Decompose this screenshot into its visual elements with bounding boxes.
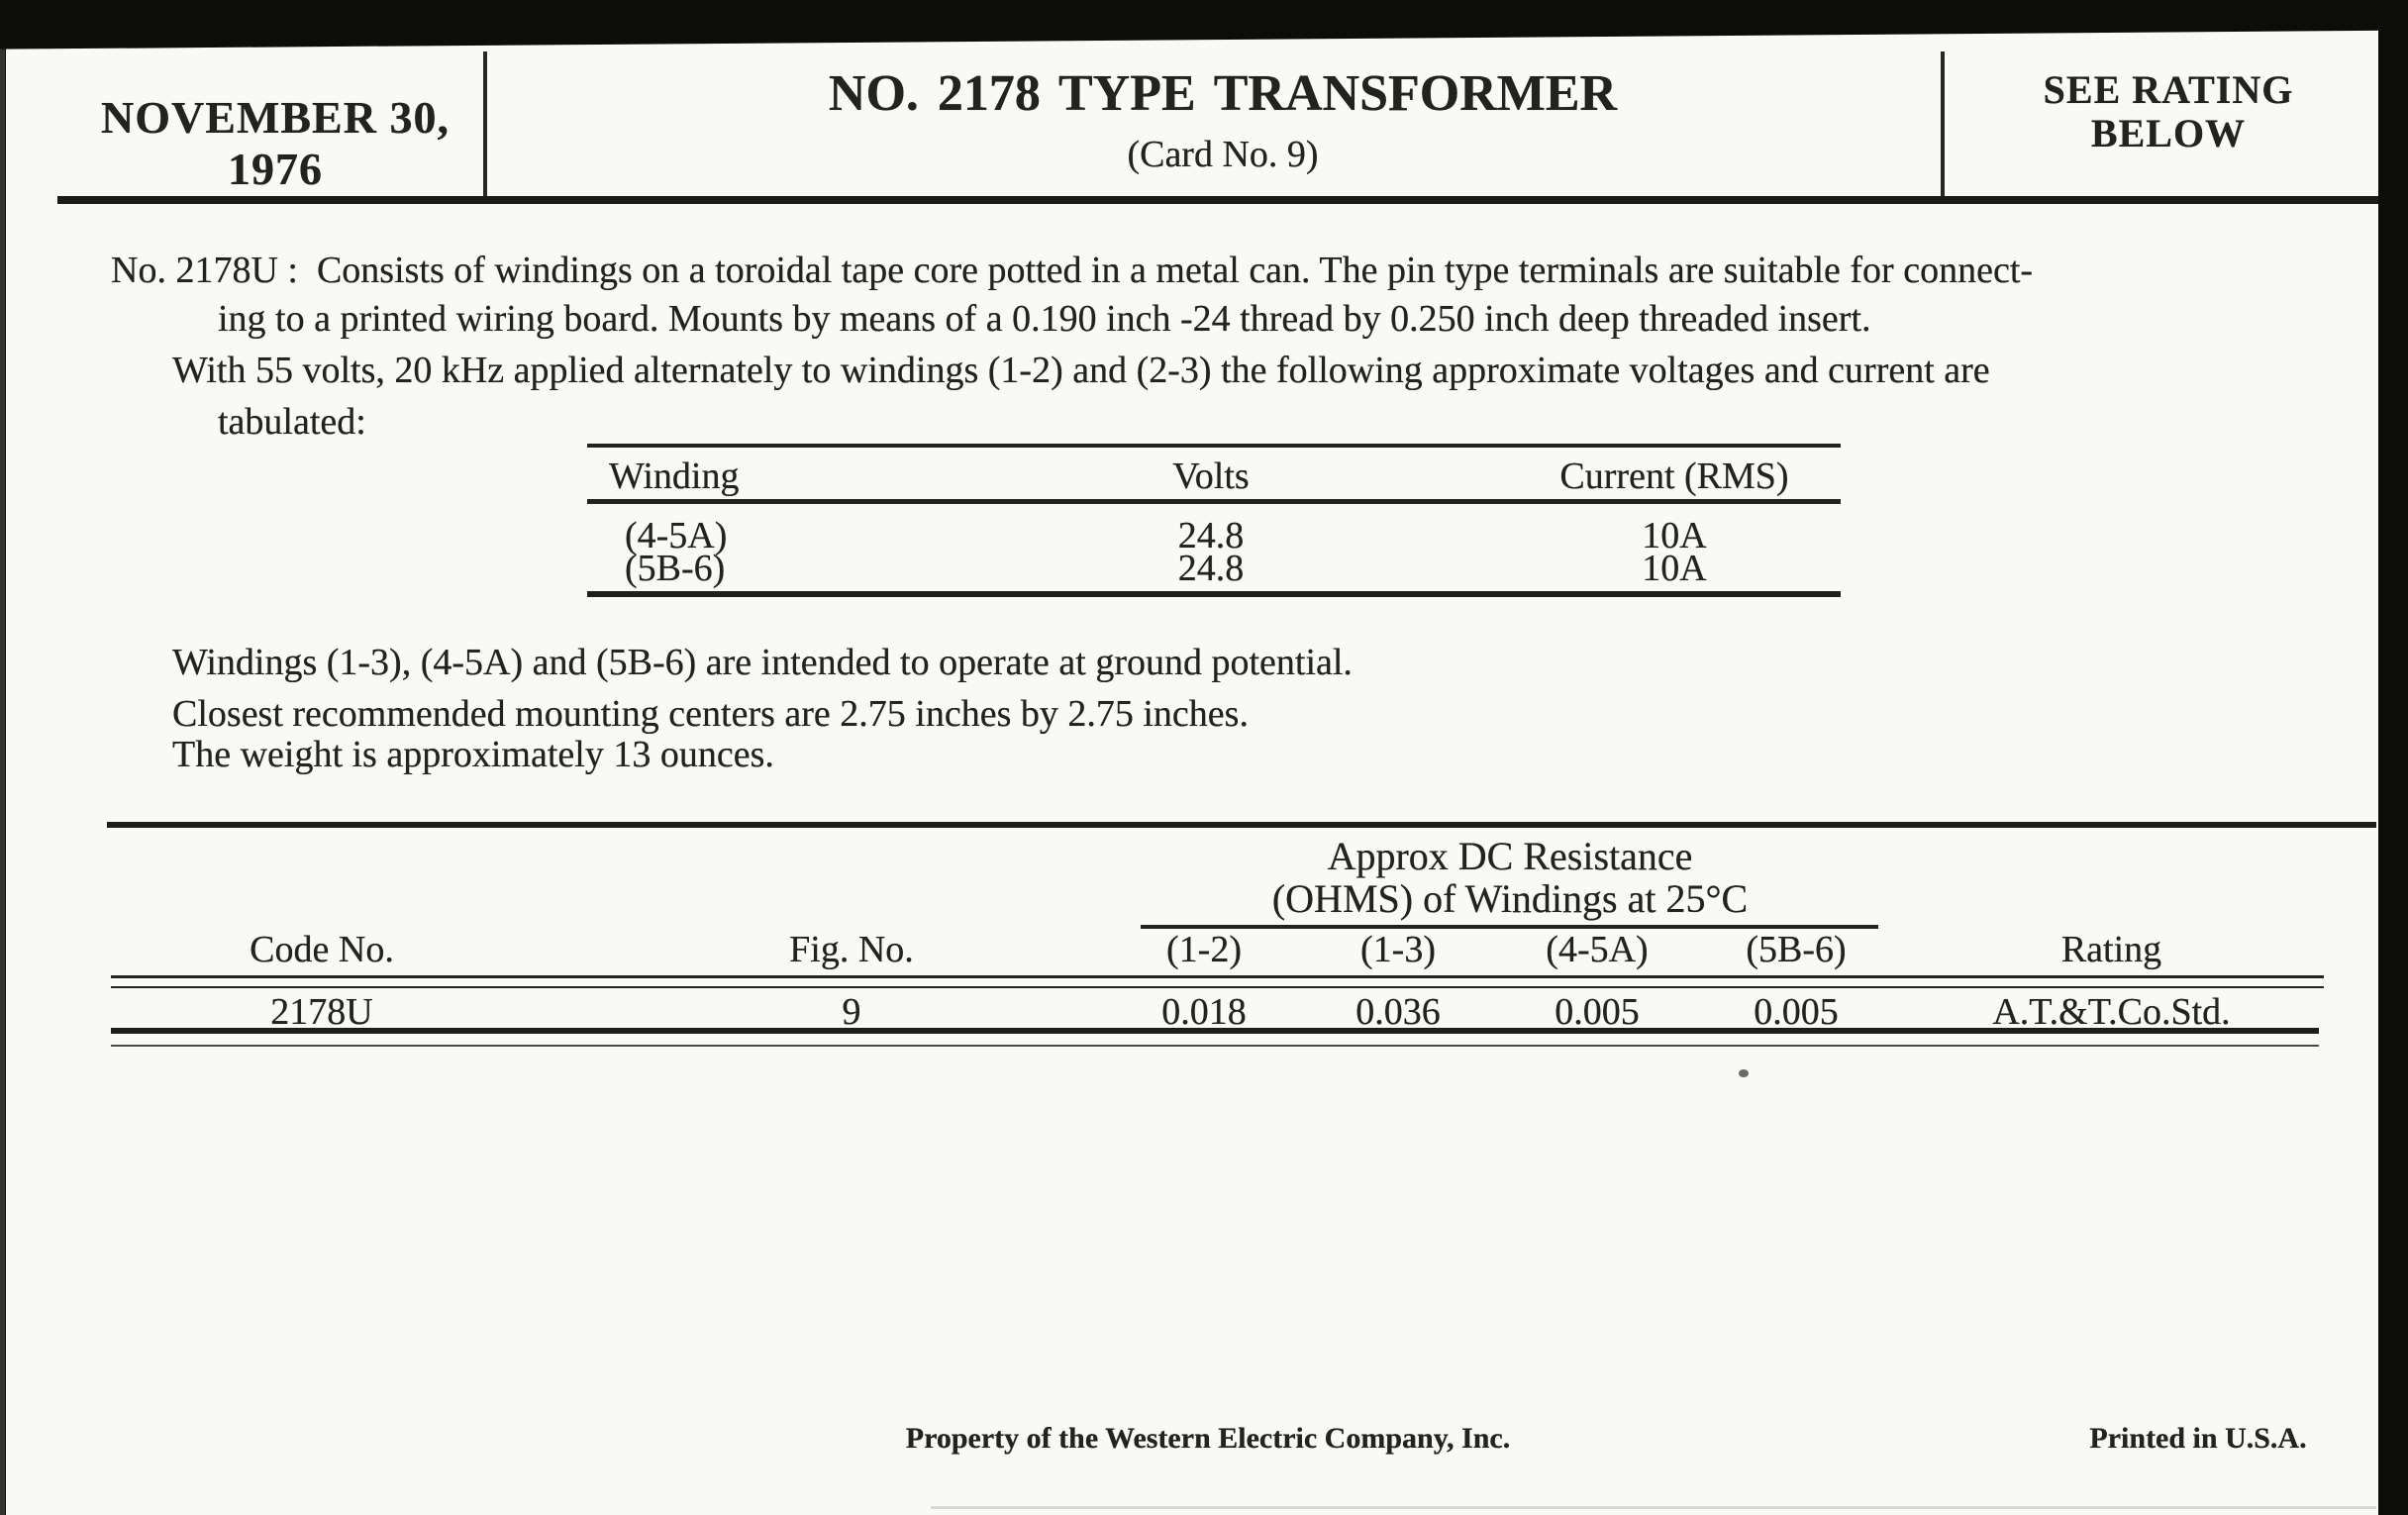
- resistance-group-header: Approx DC Resistance: [1327, 834, 1693, 878]
- rating-note-line1: SEE RATING: [2043, 67, 2294, 112]
- resistance-col-header: (5B-6): [1746, 929, 1847, 970]
- resistance-cell: 0.005: [1754, 991, 1839, 1033]
- resistance-header-rule: [111, 975, 2324, 988]
- footer-printed-in: Printed in U.S.A.: [2089, 1422, 2307, 1455]
- resistance-cell: 0.036: [1355, 991, 1441, 1033]
- voltage-col-header: Winding: [609, 455, 740, 497]
- resistance-cell: 0.005: [1555, 991, 1640, 1033]
- voltage-col-header: Current (RMS): [1559, 455, 1789, 497]
- scan-left-edge: [0, 42, 5, 1515]
- description-line: tabulated:: [218, 401, 366, 443]
- voltage-table-header-rule: [587, 499, 1841, 504]
- resistance-cell: 2178U: [270, 991, 373, 1033]
- voltage-cell: (4-5A): [625, 515, 728, 556]
- description-line: ing to a printed wiring board. Mounts by means of a 0.190 inch -24 thread by 0.250 inch deep threaded insert.: [218, 298, 1871, 340]
- voltage-table: [587, 444, 1841, 602]
- resistance-table-top-rule: [107, 822, 2376, 828]
- masthead-rule: [57, 196, 2378, 204]
- resistance-col-header: Code No.: [250, 929, 394, 970]
- scan-bottom-edge-line: [931, 1506, 2376, 1509]
- resistance-cell: 9: [842, 991, 861, 1033]
- voltage-table-bottom-rule: [587, 591, 1841, 597]
- note-line: Closest recommended mounting centers are 2.75 inches by 2.75 inches.: [172, 693, 1249, 735]
- resistance-col-header: Rating: [2060, 929, 2162, 970]
- resistance-col-header: (1-3): [1360, 929, 1436, 970]
- masthead-divider-right: [1941, 51, 1945, 196]
- footer-property-notice: Property of the Western Electric Company, Inc.: [905, 1422, 1511, 1455]
- masthead-divider-left: [483, 51, 487, 196]
- resistance-table: [109, 822, 2322, 1040]
- card-number: (Card No. 9): [1127, 134, 1319, 175]
- voltage-cell: (5B-6): [625, 548, 726, 589]
- voltage-col-header: Volts: [1172, 455, 1250, 497]
- resistance-header-row: [109, 928, 2322, 971]
- resistance-table-bottom-rule: [111, 1028, 2319, 1047]
- voltage-table-top-rule: [587, 444, 1841, 448]
- resistance-col-header: (1-2): [1166, 929, 1242, 970]
- resistance-col-header: Fig. No.: [789, 929, 914, 970]
- resistance-col-header: (4-5A): [1546, 929, 1649, 970]
- voltage-cell: 10A: [1642, 515, 1707, 556]
- voltage-cell: 10A: [1642, 548, 1707, 589]
- scan-black-right-edge: [2378, 0, 2408, 1515]
- voltage-table-row: [587, 547, 1841, 589]
- note-line: The weight is approximately 13 ounces.: [172, 734, 774, 775]
- description-line: No. 2178U : Consists of windings on a toroidal tape core potted in a metal can. The pin type terminals are suitable for connect-: [111, 250, 2034, 291]
- resistance-group-header: (OHMS) of Windings at 25°C: [1271, 876, 1749, 921]
- note-line: Windings (1-3), (4-5A) and (5B-6) are intended to operate at ground potential.: [172, 642, 1353, 683]
- scan-speck: [1739, 1069, 1749, 1077]
- voltage-cell: 24.8: [1177, 548, 1245, 589]
- resistance-cell: A.T.&T.Co.Std.: [1992, 991, 2231, 1033]
- description-line: With 55 volts, 20 kHz applied alternately to windings (1-2) and (2-3) the following approximate voltages and current are: [172, 350, 1990, 391]
- voltage-cell: 24.8: [1177, 515, 1245, 556]
- rating-note-line2: BELOW: [2090, 111, 2247, 155]
- issue-date: NOVEMBER 30, 1976: [101, 92, 450, 194]
- resistance-cell: 0.018: [1161, 991, 1247, 1033]
- page-title: NO. 2178 TYPE TRANSFORMER: [828, 65, 1618, 122]
